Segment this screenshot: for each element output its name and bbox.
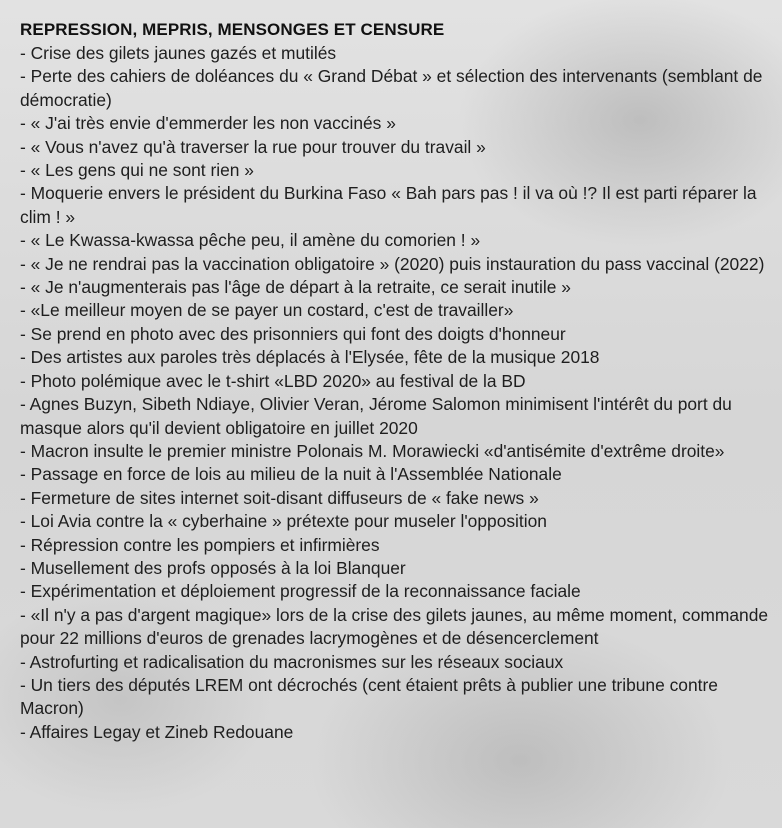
list-item: - Répression contre les pompiers et infirmières bbox=[20, 534, 380, 555]
list-item: - « Le Kwassa-kwassa pêche peu, il amène du comorien ! » bbox=[20, 230, 481, 251]
document-content bbox=[20, 18, 770, 744]
document-title: REPRESSION, MEPRIS, MENSONGES ET CENSURE bbox=[20, 20, 445, 39]
list-item: - « Je ne rendrai pas la vaccination obligatoire » (2020) puis instauration du pass vaccinal (2022) bbox=[20, 253, 765, 274]
list-item: - Moquerie envers le président du Burkina Faso « Bah pars pas ! il va où !? Il est parti réparer la clim ! » bbox=[20, 183, 757, 227]
list-item: - Se prend en photo avec des prisonniers qui font des doigts d'honneur bbox=[20, 323, 566, 344]
list-item: - Loi Avia contre la « cyberhaine » prétexte pour museler l'opposition bbox=[20, 511, 547, 532]
list-item: - Crise des gilets jaunes gazés et mutilés bbox=[20, 43, 337, 63]
list-item: - Macron insulte le premier ministre Polonais M. Morawiecki «d'antisémite d'extrême droite» bbox=[20, 440, 725, 461]
list-item: - « J'ai très envie d'emmerder les non vaccinés » bbox=[20, 113, 396, 134]
list-item: - Des artistes aux paroles très déplacés à l'Elysée, fête de la musique 2018 bbox=[20, 347, 600, 368]
list-item: - « Je n'augmenterais pas l'âge de départ à la retraite, ce serait inutile » bbox=[20, 277, 571, 298]
list-item: - Musellement des profs opposés à la loi Blanquer bbox=[20, 557, 406, 578]
list-item: - Un tiers des députés LREM ont décrochés (cent étaient prêts à publier une tribune contre Macron) bbox=[20, 674, 718, 719]
list-item: - Fermeture de sites internet soit-disant diffuseurs de « fake news » bbox=[20, 487, 539, 508]
item-list bbox=[20, 42, 770, 744]
list-item: - «Il n'y a pas d'argent magique» lors de la crise des gilets jaunes, au même moment, commande pour 22 millions d'euros de grenades lacrymogènes et de désencerclement bbox=[20, 604, 769, 649]
list-item: - «Le meilleur moyen de se payer un costard, c'est de travailler» bbox=[20, 300, 514, 321]
list-item: - Photo polémique avec le t-shirt «LBD 2020» au festival de la BD bbox=[20, 370, 526, 391]
list-item: - Agnes Buzyn, Sibeth Ndiaye, Olivier Veran, Jérome Salomon minimisent l'intérêt du port du masque alors qu'il devient obligatoire en juillet 2020 bbox=[20, 394, 732, 438]
list-item: - « Vous n'avez qu'à traverser la rue pour trouver du travail » bbox=[20, 136, 486, 157]
list-item: - Affaires Legay et Zineb Redouane bbox=[20, 721, 294, 742]
list-item: - Perte des cahiers de doléances du « Grand Débat » et sélection des intervenants (semblant de démocratie) bbox=[20, 66, 763, 110]
list-item: - « Les gens qui ne sont rien » bbox=[20, 160, 254, 181]
list-item: - Passage en force de lois au milieu de la nuit à l'Assemblée Nationale bbox=[20, 464, 562, 485]
list-item: - Expérimentation et déploiement progressif de la reconnaissance faciale bbox=[20, 581, 581, 602]
list-item: - Astrofurting et radicalisation du macronismes sur les réseaux sociaux bbox=[20, 651, 564, 672]
